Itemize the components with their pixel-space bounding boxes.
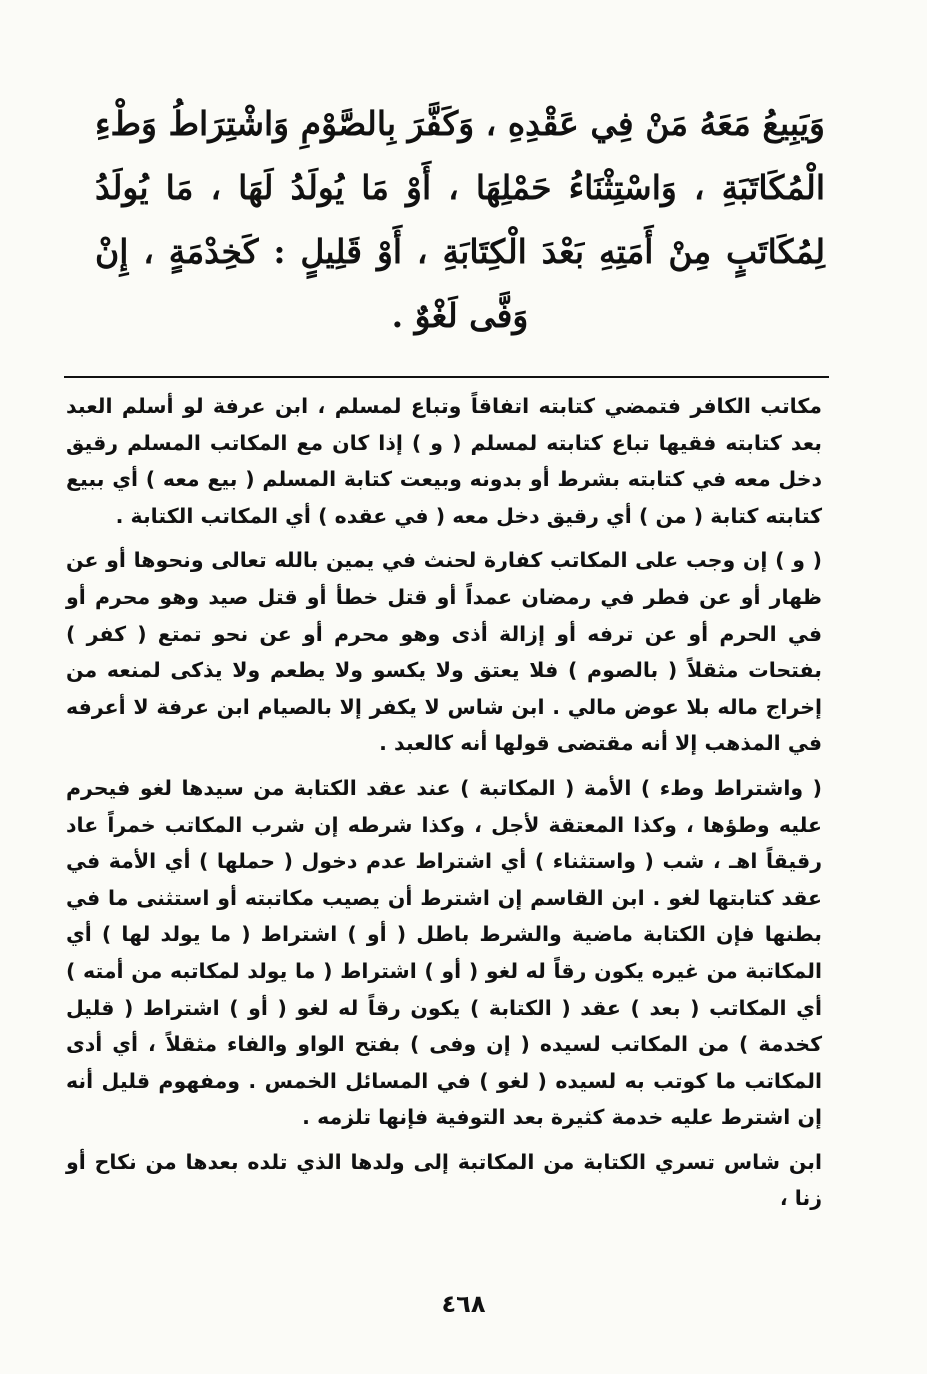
section-divider bbox=[64, 376, 829, 378]
commentary-paragraph: ( و ) إن وجب على المكاتب كفارة لحنث في يمين بالله تعالى ونحوها أو عن ظهار أو عن فطر في رمضان عمداً أو قتل خطأ أو قتل صيد وهو محرم أو في الحرم أو عن ترفه أو إزالة أذى وهو محرم أو عن نحو تمتع ( كفر ) بفتحات مثقلاً ( بالصوم ) فلا يعتق ولا يكسو ولا يطعم ولا يذكى لمنعه من إخراج ماله بلا عوض مالي . ابن شاس لا يكفر إلا بالصيام ابن عرفة لا أعرفه في المذهب إلا أنه مقتضى قولها أنه كالعبد . bbox=[66, 548, 822, 756]
commentary-section bbox=[66, 388, 822, 1225]
commentary-paragraph: ابن شاس تسري الكتابة من المكاتبة إلى ولدها الذي تلده بعدها من نكاح أو زنا ، bbox=[66, 1149, 822, 1211]
commentary-paragraph: ( واشتراط وطء ) الأمة ( المكاتبة ) عند عقد الكتابة من سيدها لغو فيحرم عليه وطؤها ، وكذا المعتقة لأجل ، وكذا شرطه إن شرب المكاتب خمراً عاد رقيقاً اهـ ، شب ( واستثناء ) أي اشتراط عدم دخول ( حملها ) أي الأمة في عقد كتابتها لغو . ابن القاسم إن اشترط أن يصيب مكاتبته أو استثنى ما في بطنها فإن الكتابة ماضية والشرط باطل ( أو ) اشتراط ( ما يولد لها ) أي المكاتبة من غيره يكون رقاً له لغو ( أو ) اشتراط ( ما يولد لمكاتبه من أمته ) أي المكاتب ( بعد ) عقد ( الكتابة ) يكون رقاً له لغو ( أو ) اشتراط ( قليل كخدمة ) من المكاتب لسيده ( إن وفى ) بفتح الواو والفاء مثقلاً ، أي أدى المكاتب ما كوتب به لسيده ( لغو ) في المسائل الخمس . ومفهوم قليل أنه إن اشترط عليه خدمة كثيرة بعد التوفية فإنها تلزمه . bbox=[66, 775, 822, 1130]
main-text-verse: وَيَبِيعُ مَعَهُ مَنْ فِي عَقْدِهِ ، وَكَفَّرَ بِالصَّوْمِ وَاشْتِرَاطُ وَطْءِ الْمُكَاتَبَةِ ، وَاسْتِثْنَاءُ حَمْلِهَا ، أَوْ مَا يُولَدُ لَهَا ، مَا يُولَدُ لِمُكَاتَبٍ مِنْ أَمَتِهِ بَعْدَ الْكِتَابَةِ ، أَوْ قَلِيلٍ : كَخِدْمَةٍ ، إِنْ وَفَّى لَغْوٌ . bbox=[95, 104, 825, 335]
page-number: ٤٦٨ bbox=[441, 1290, 486, 1318]
commentary-paragraph: مكاتب الكافر فتمضي كتابته اتفاقاً وتباع لمسلم ، ابن عرفة لو أسلم العبد بعد كتابته فقيها تباع كتابته لمسلم ( و ) إذا كان مع المكاتب المسلم رقيق دخل معه في كتابته بشرط أو بدونه وبيعت كتابة المسلم ( بيع معه ) أي ببيع كتابته كتابة ( من ) أي رقيق دخل معه ( في عقده ) أي المكاتب الكتابة . bbox=[66, 394, 822, 528]
